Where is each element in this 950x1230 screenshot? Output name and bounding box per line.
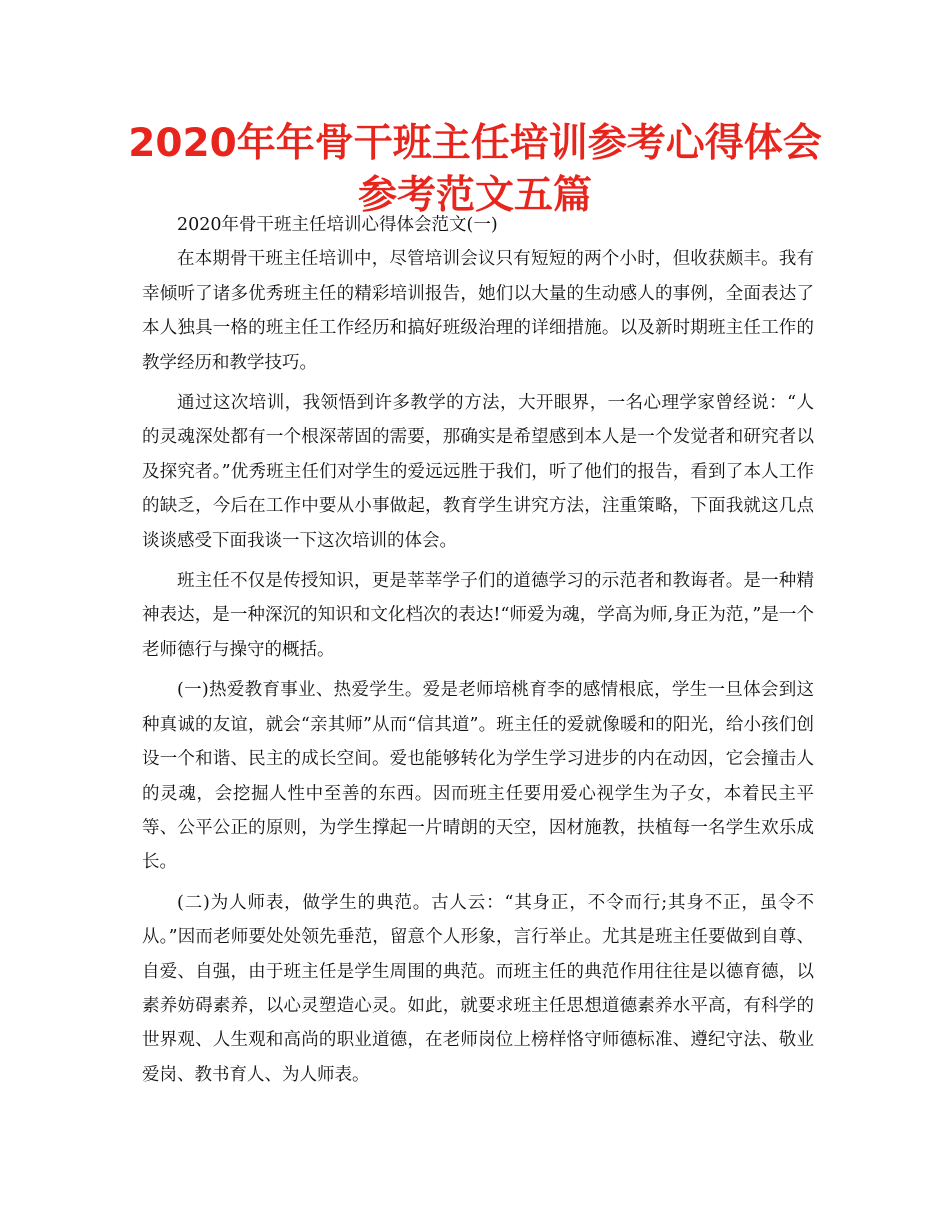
paragraph-teacher-role: 班主任不仅是传授知识，更是莘莘学子们的道德学习的示范者和教诲者。是一种精神表达，是一种深沉的知识和文化档次的表达!“师爱为魂，学高为师,身正为范，”是一个老师德行与操守的概括。 xyxy=(142,571,814,660)
paragraph-role-model: (二)为人师表，做学生的典范。古人云：“其身正，不令而行;其身不正，虽令不从。”因而老师要处处领先垂范，留意个人形象，言行举止。尤其是班主任要做到自尊、自爱、自强，由于班主任是学生周围的典范。而班主任的典范作用往往是以德育德，以素养妨碍素养，以心灵塑造心灵。如此，就要求班主任思想道德素养水平高，有科学的世界观、人生观和高尚的职业道德，在老师岗位上榜样恪守师德标准、遵纪守法、敬业爱岗、教书育人、为人师表。 xyxy=(142,892,814,1085)
document-title: 2020年年骨干班主任培训参考心得体会参考范文五篇 xyxy=(128,121,822,218)
paragraph-love-students: (一)热爱教育事业、热爱学生。爱是老师培桃育李的感情根底，学生一旦体会到这种真诚的友谊，就会“亲其师”从而“信其道”。班主任的爱就像暖和的阳光，给小孩们创设一个和谐、民主的成长空间。爱也能够转化为学生学习进步的内在动因，它会撞击人的灵魂，会挖掘人性中至善的东西。因而班主任要用爱心视学生为子女，本着民主平等、公平公正的原则，为学生撑起一片晴朗的天空，因材施教，扶植每一名学生欢乐成长。 xyxy=(142,680,814,873)
paragraph-training-insight: 通过这次培训，我领悟到许多教学的方法，大开眼界，一名心理学家曾经说：“人的灵魂深处都有一个根深蒂固的需要，那确实是希望感到本人是一个发觉者和研究者以及探究者。”优秀班主任们对学生的爱远远胜于我们，听了他们的报告，看到了本人工作的缺乏，今后在工作中要从小事做起，教育学生讲究方法，注重策略，下面我就这几点谈谈感受下面我谈一下这次培训的体会。 xyxy=(142,393,814,551)
section-heading: 2020年骨干班主任培训心得体会范文(一) xyxy=(177,215,498,235)
paragraph-intro: 在本期骨干班主任培训中，尽管培训会议只有短短的两个小时，但收获颇丰。我有幸倾听了诸多优秀班主任的精彩培训报告，她们以大量的生动感人的事例，全面表达了本人独具一格的班主任工作经历和搞好班级治理的详细措施。以及新时期班主任工作的教学经历和教学技巧。 xyxy=(142,249,814,373)
document-body xyxy=(142,208,814,1092)
